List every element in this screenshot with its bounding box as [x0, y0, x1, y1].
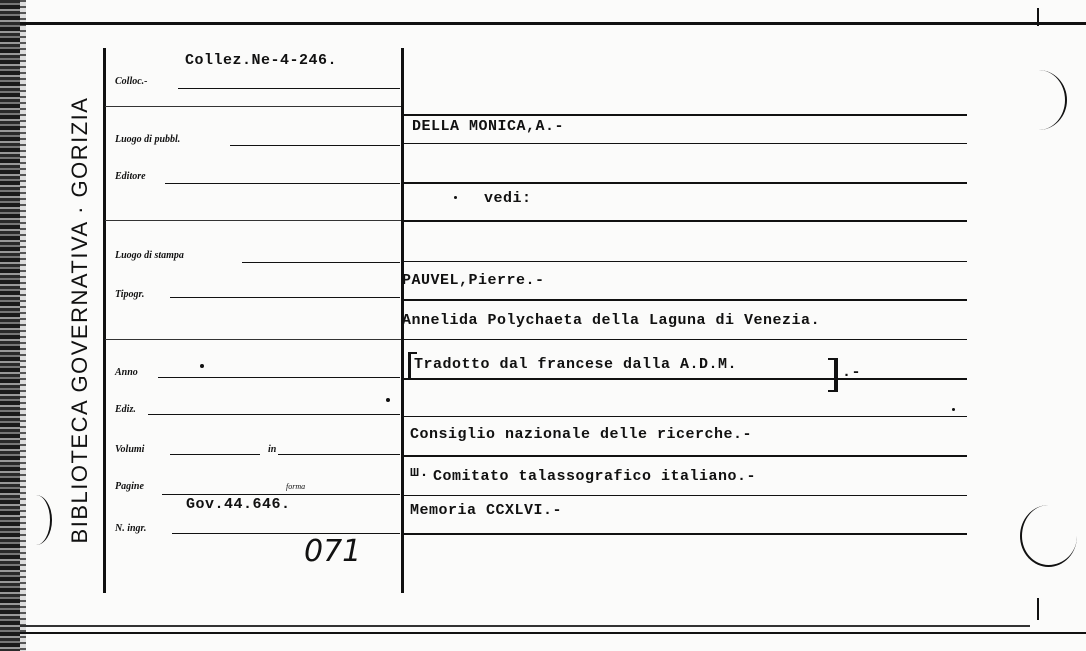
right-line-10 [403, 455, 967, 457]
luogo-stampa-label: Luogo di stampa [115, 250, 184, 261]
punch-hole-right-bottom [1020, 505, 1077, 567]
entry-series: Memoria CCXLVI.- [410, 502, 563, 519]
library-vertical-title: BIBLIOTECA GOVERNATIVA · GORIZIA [67, 96, 92, 544]
left-divider-2 [105, 220, 401, 221]
colloc-value: Collez.Ne-4-246. [185, 52, 338, 69]
right-line-7 [403, 339, 967, 340]
entry-vedi: vedi: [484, 190, 532, 207]
volumi-in-line [278, 454, 400, 455]
volumi-in-label: in [268, 444, 277, 455]
right-edge-mark-lower [1037, 598, 1039, 620]
entry-translation-tail: .- [842, 364, 862, 381]
luogo-pubbl-line [230, 145, 400, 146]
entry-translation: Tradotto dal francese dalla A.D.M. [414, 356, 738, 373]
entry-title: Annelida Polychaeta della Laguna di Venezia. [402, 312, 821, 329]
tipogr-label: Tipogr. [115, 289, 145, 300]
right-line-8 [403, 378, 967, 380]
left-divider-1 [105, 106, 401, 107]
editore-line [165, 183, 400, 184]
punch-hole-left [20, 495, 52, 545]
colloc-label: Colloc.- [115, 76, 148, 87]
scan-edge-left [0, 0, 20, 651]
right-line-4 [403, 220, 967, 222]
right-line-3 [403, 182, 967, 184]
editore-label: Editore [115, 171, 146, 182]
stray-dot-4 [952, 408, 955, 411]
scan-edge-strip [20, 0, 26, 651]
right-line-2 [403, 143, 967, 144]
card-bottom-border [20, 625, 1030, 627]
stray-dot-1 [200, 364, 204, 368]
left-divider-3 [105, 339, 401, 340]
right-edge-mark [1037, 8, 1039, 26]
anno-line [158, 377, 400, 378]
anno-label: Anno [115, 367, 138, 378]
pagine-label: Pagine [115, 481, 144, 492]
ediz-label: Ediz. [115, 404, 136, 415]
entry-publisher-2-prefix: ш. [410, 464, 430, 481]
entry-cross-ref-name: DELLA MONICA,A.- [412, 118, 565, 135]
luogo-stampa-line [242, 262, 400, 263]
ediz-line [148, 414, 400, 415]
n-ingr-line [172, 533, 400, 534]
card-top-border [20, 22, 1086, 25]
punch-hole-right-top [1010, 70, 1067, 130]
right-line-11 [403, 495, 967, 496]
card-bottom-border-2 [20, 632, 1086, 634]
right-line-1 [403, 114, 967, 116]
entry-publisher-1: Consiglio nazionale delle ricerche.- [410, 426, 753, 443]
left-column-rule [103, 48, 106, 593]
entry-author: PAUVEL,Pierre.- [402, 272, 545, 289]
handwritten-number: 071 [304, 534, 362, 569]
right-line-9 [403, 416, 967, 417]
forma-label: forma [286, 482, 306, 491]
pagine-value: Gov.44.646. [186, 496, 291, 513]
stray-dot-2 [386, 398, 390, 402]
luogo-pubbl-label: Luogo di pubbl. [115, 134, 181, 145]
entry-publisher-2: Comitato talassografico italiano.- [433, 468, 757, 485]
stray-dot-3 [454, 196, 457, 199]
volumi-label: Volumi [115, 444, 145, 455]
pagine-line [162, 494, 400, 495]
volumi-line [170, 454, 260, 455]
right-line-12 [403, 533, 967, 535]
translation-bracket-close [828, 358, 838, 392]
right-line-6 [403, 299, 967, 301]
n-ingr-label: N. ingr. [115, 523, 147, 534]
tipogr-line [170, 297, 400, 298]
right-line-5 [403, 261, 967, 262]
colloc-line [178, 88, 400, 89]
